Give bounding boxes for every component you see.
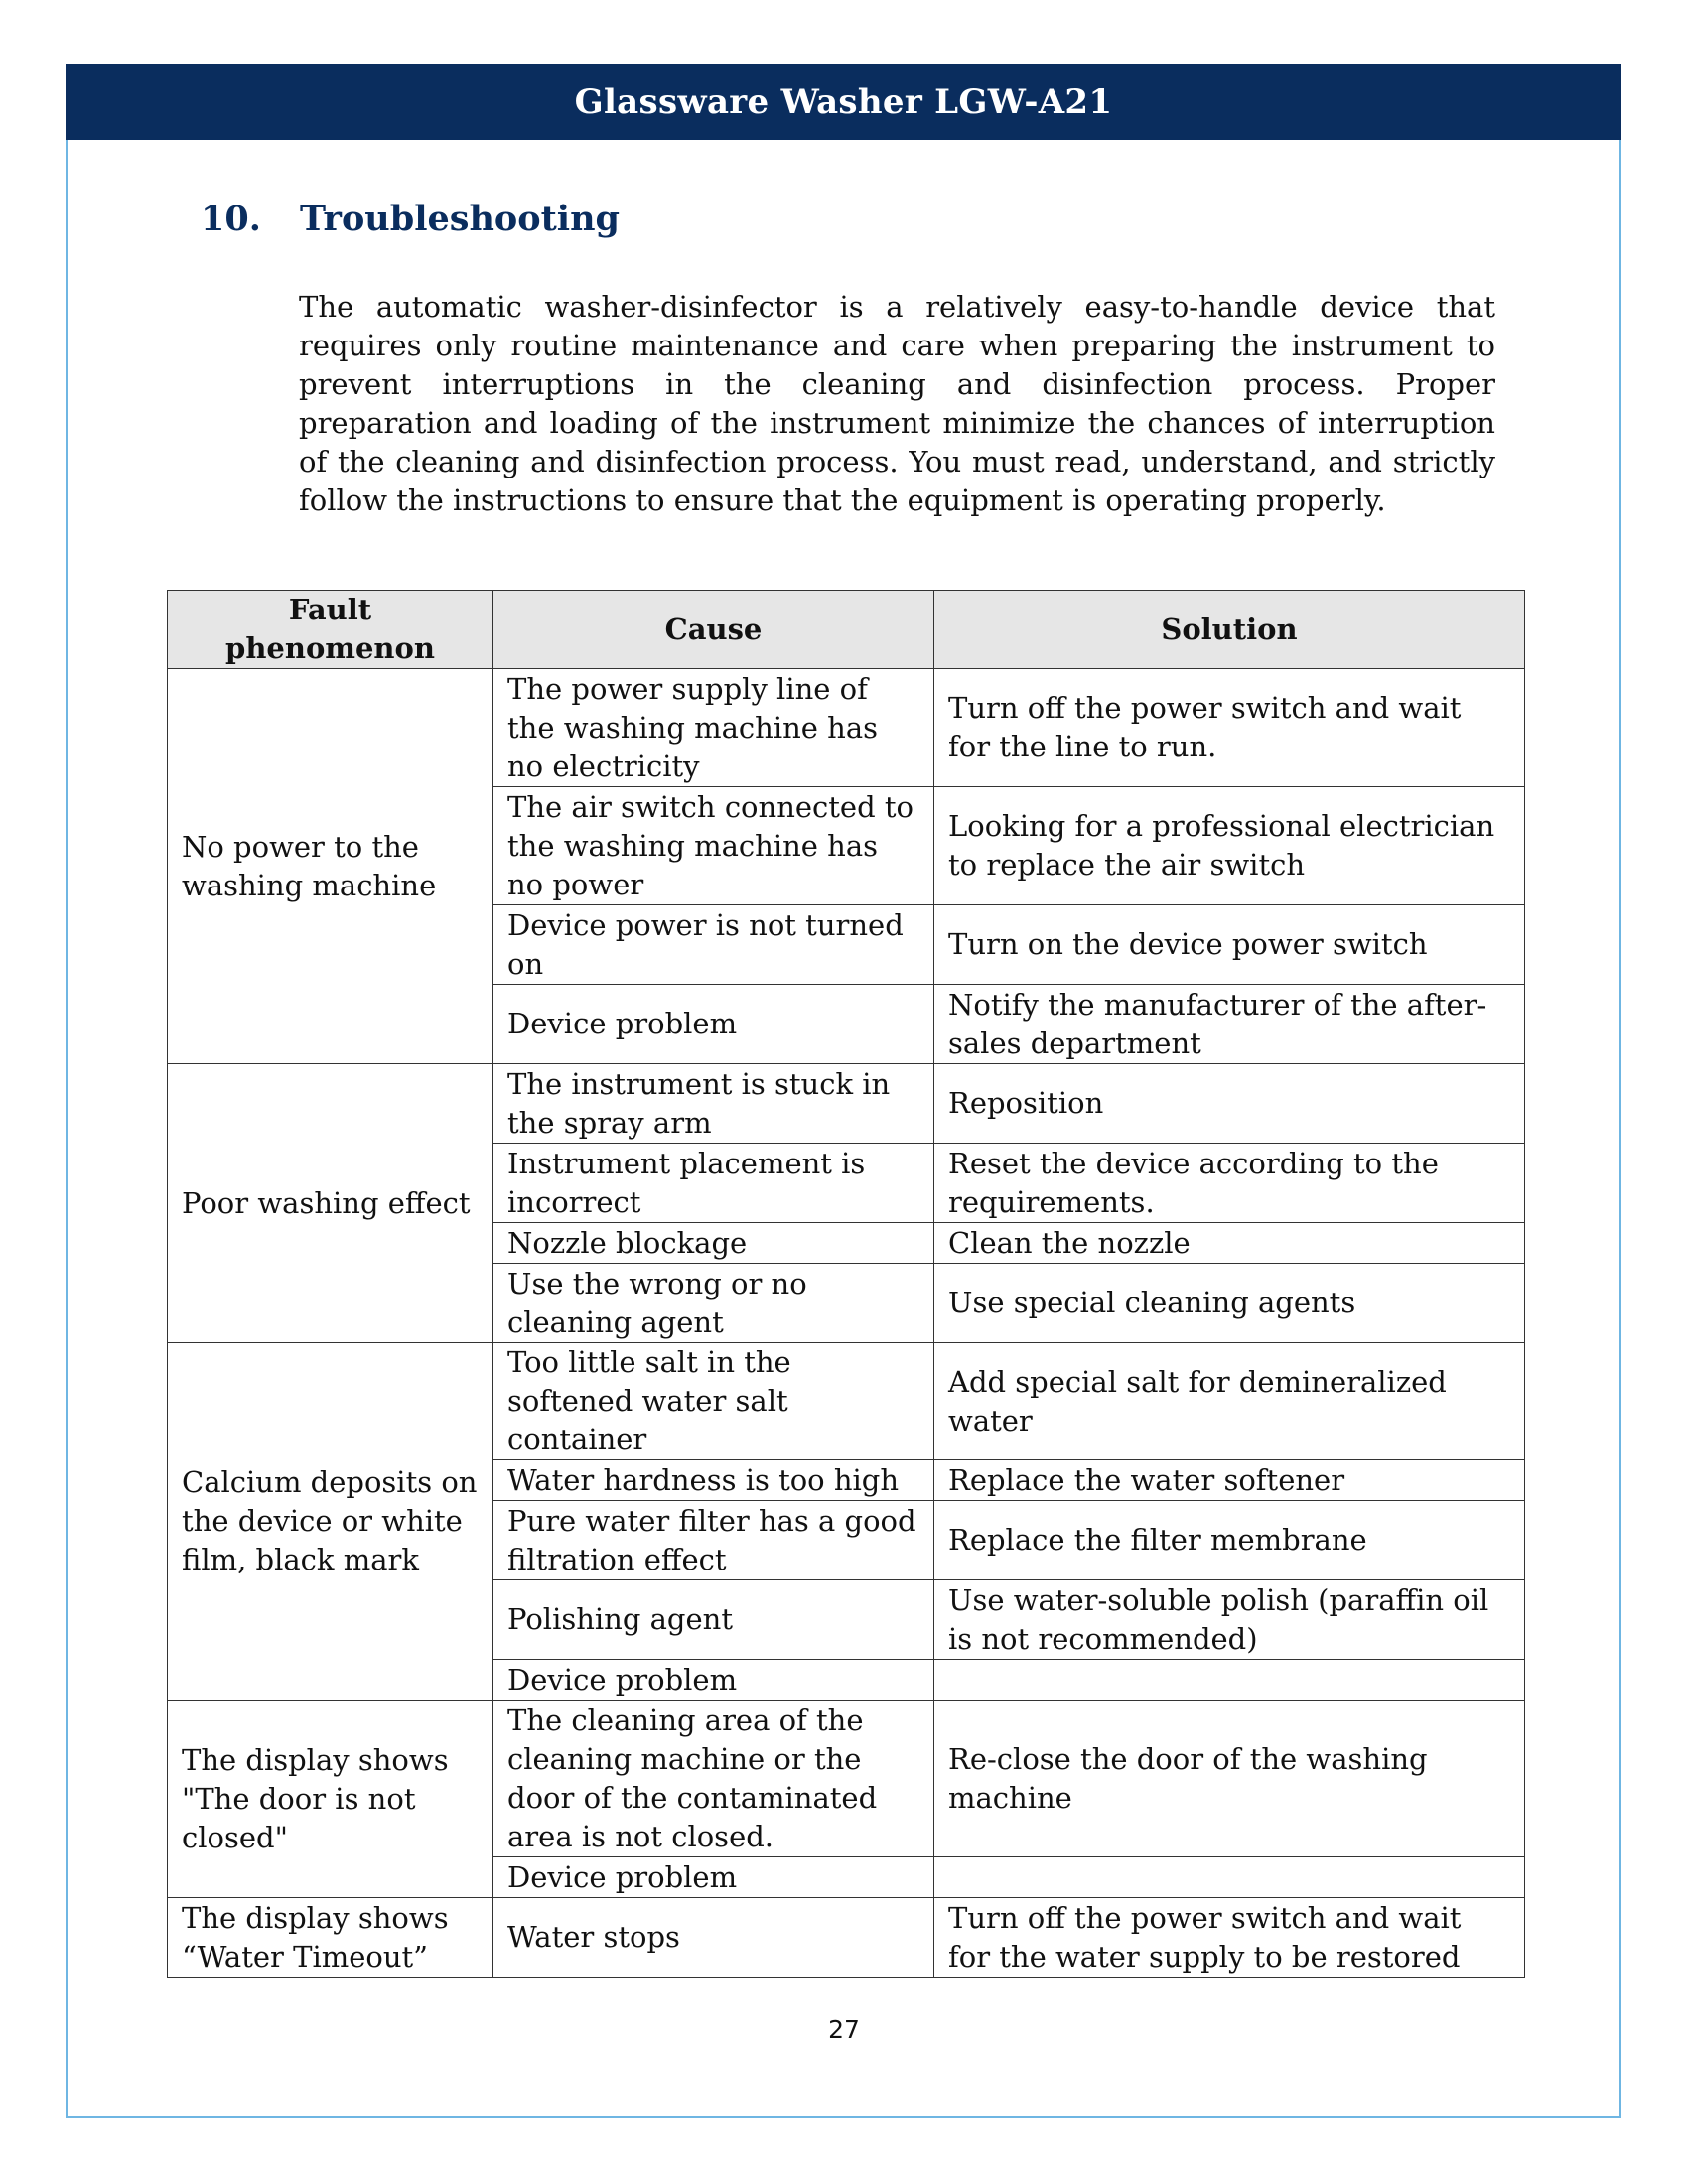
solution-cell: Add special salt for demineralized water [934,1343,1525,1460]
solution-cell: Use water-soluble polish (paraffin oil is not recommended) [934,1580,1525,1660]
solution-cell: Use special cleaning agents [934,1264,1525,1343]
solution-cell: Turn off the power switch and wait for the line to run. [934,669,1525,787]
table-row [168,1064,1525,1144]
solution-cell: Turn on the device power switch [934,905,1525,985]
cause-cell: The air switch connected to the washing machine has no power [493,787,934,905]
solution-cell: Turn off the power switch and wait for the water supply to be restored [934,1898,1525,1978]
header-fault: Fault phenomenon [168,591,493,669]
solution-cell: Notify the manufacturer of the after-sales department [934,985,1525,1064]
table-row [168,1701,1525,1857]
header-solution: Solution [934,591,1525,669]
solution-cell: Replace the water softener [934,1460,1525,1501]
solution-cell [934,1660,1525,1701]
cause-cell: Device power is not turned on [493,905,934,985]
document-header [66,64,1621,140]
fault-cell: Calcium deposits on the device or white film, black mark [168,1343,493,1701]
solution-cell: Looking for a professional electrician to replace the air switch [934,787,1525,905]
fault-cell: Poor washing effect [168,1064,493,1343]
cause-cell: Water stops [493,1898,934,1978]
cause-cell: Polishing agent [493,1580,934,1660]
cause-cell: The power supply line of the washing machine has no electricity [493,669,934,787]
table-row [168,1343,1525,1460]
cause-cell: Water hardness is too high [493,1460,934,1501]
solution-cell: Replace the filter membrane [934,1501,1525,1580]
header-cause: Cause [493,591,934,669]
document-title: Glassware Washer LGW-A21 [574,81,1113,122]
solution-cell: Clean the nozzle [934,1223,1525,1264]
cause-cell: Nozzle blockage [493,1223,934,1264]
troubleshooting-table [167,590,1525,1978]
cause-cell: The cleaning area of the cleaning machine or the door of the contaminated area is not closed. [493,1701,934,1857]
cause-cell: Device problem [493,1660,934,1701]
cause-cell: Device problem [493,1857,934,1898]
table-header-row [168,591,1525,669]
solution-cell: Re-close the door of the washing machine [934,1701,1525,1857]
cause-cell: Too little salt in the softened water salt container [493,1343,934,1460]
section-heading [201,199,620,239]
solution-cell [934,1857,1525,1898]
cause-cell: The instrument is stuck in the spray arm [493,1064,934,1144]
cause-cell: Instrument placement is incorrect [493,1144,934,1223]
solution-cell: Reset the device according to the requirements. [934,1144,1525,1223]
section-title: Troubleshooting [300,199,620,239]
intro-paragraph: The automatic washer-disinfector is a relatively easy-to-handle device that requires only routine maintenance and care when preparing the instrument to prevent interruptions in the cleaning and disinfection process. Proper preparation and loading of the instrument minimize the chances of interruption of the cleaning and disinfection process. You must read, understand, and strictly follow the instructions to ensure that the equipment is operating properly. [299,290,1495,517]
fault-cell: The display shows "The door is not closed" [168,1701,493,1898]
fault-cell: The display shows “Water Timeout” [168,1898,493,1978]
section-number: 10. [201,199,261,239]
cause-cell: Use the wrong or no cleaning agent [493,1264,934,1343]
table-row [168,1898,1525,1978]
page-number: 27 [828,2015,860,2044]
cause-cell: Device problem [493,985,934,1064]
solution-cell: Reposition [934,1064,1525,1144]
table-row [168,669,1525,787]
fault-cell: No power to the washing machine [168,669,493,1064]
cause-cell: Pure water filter has a good filtration effect [493,1501,934,1580]
